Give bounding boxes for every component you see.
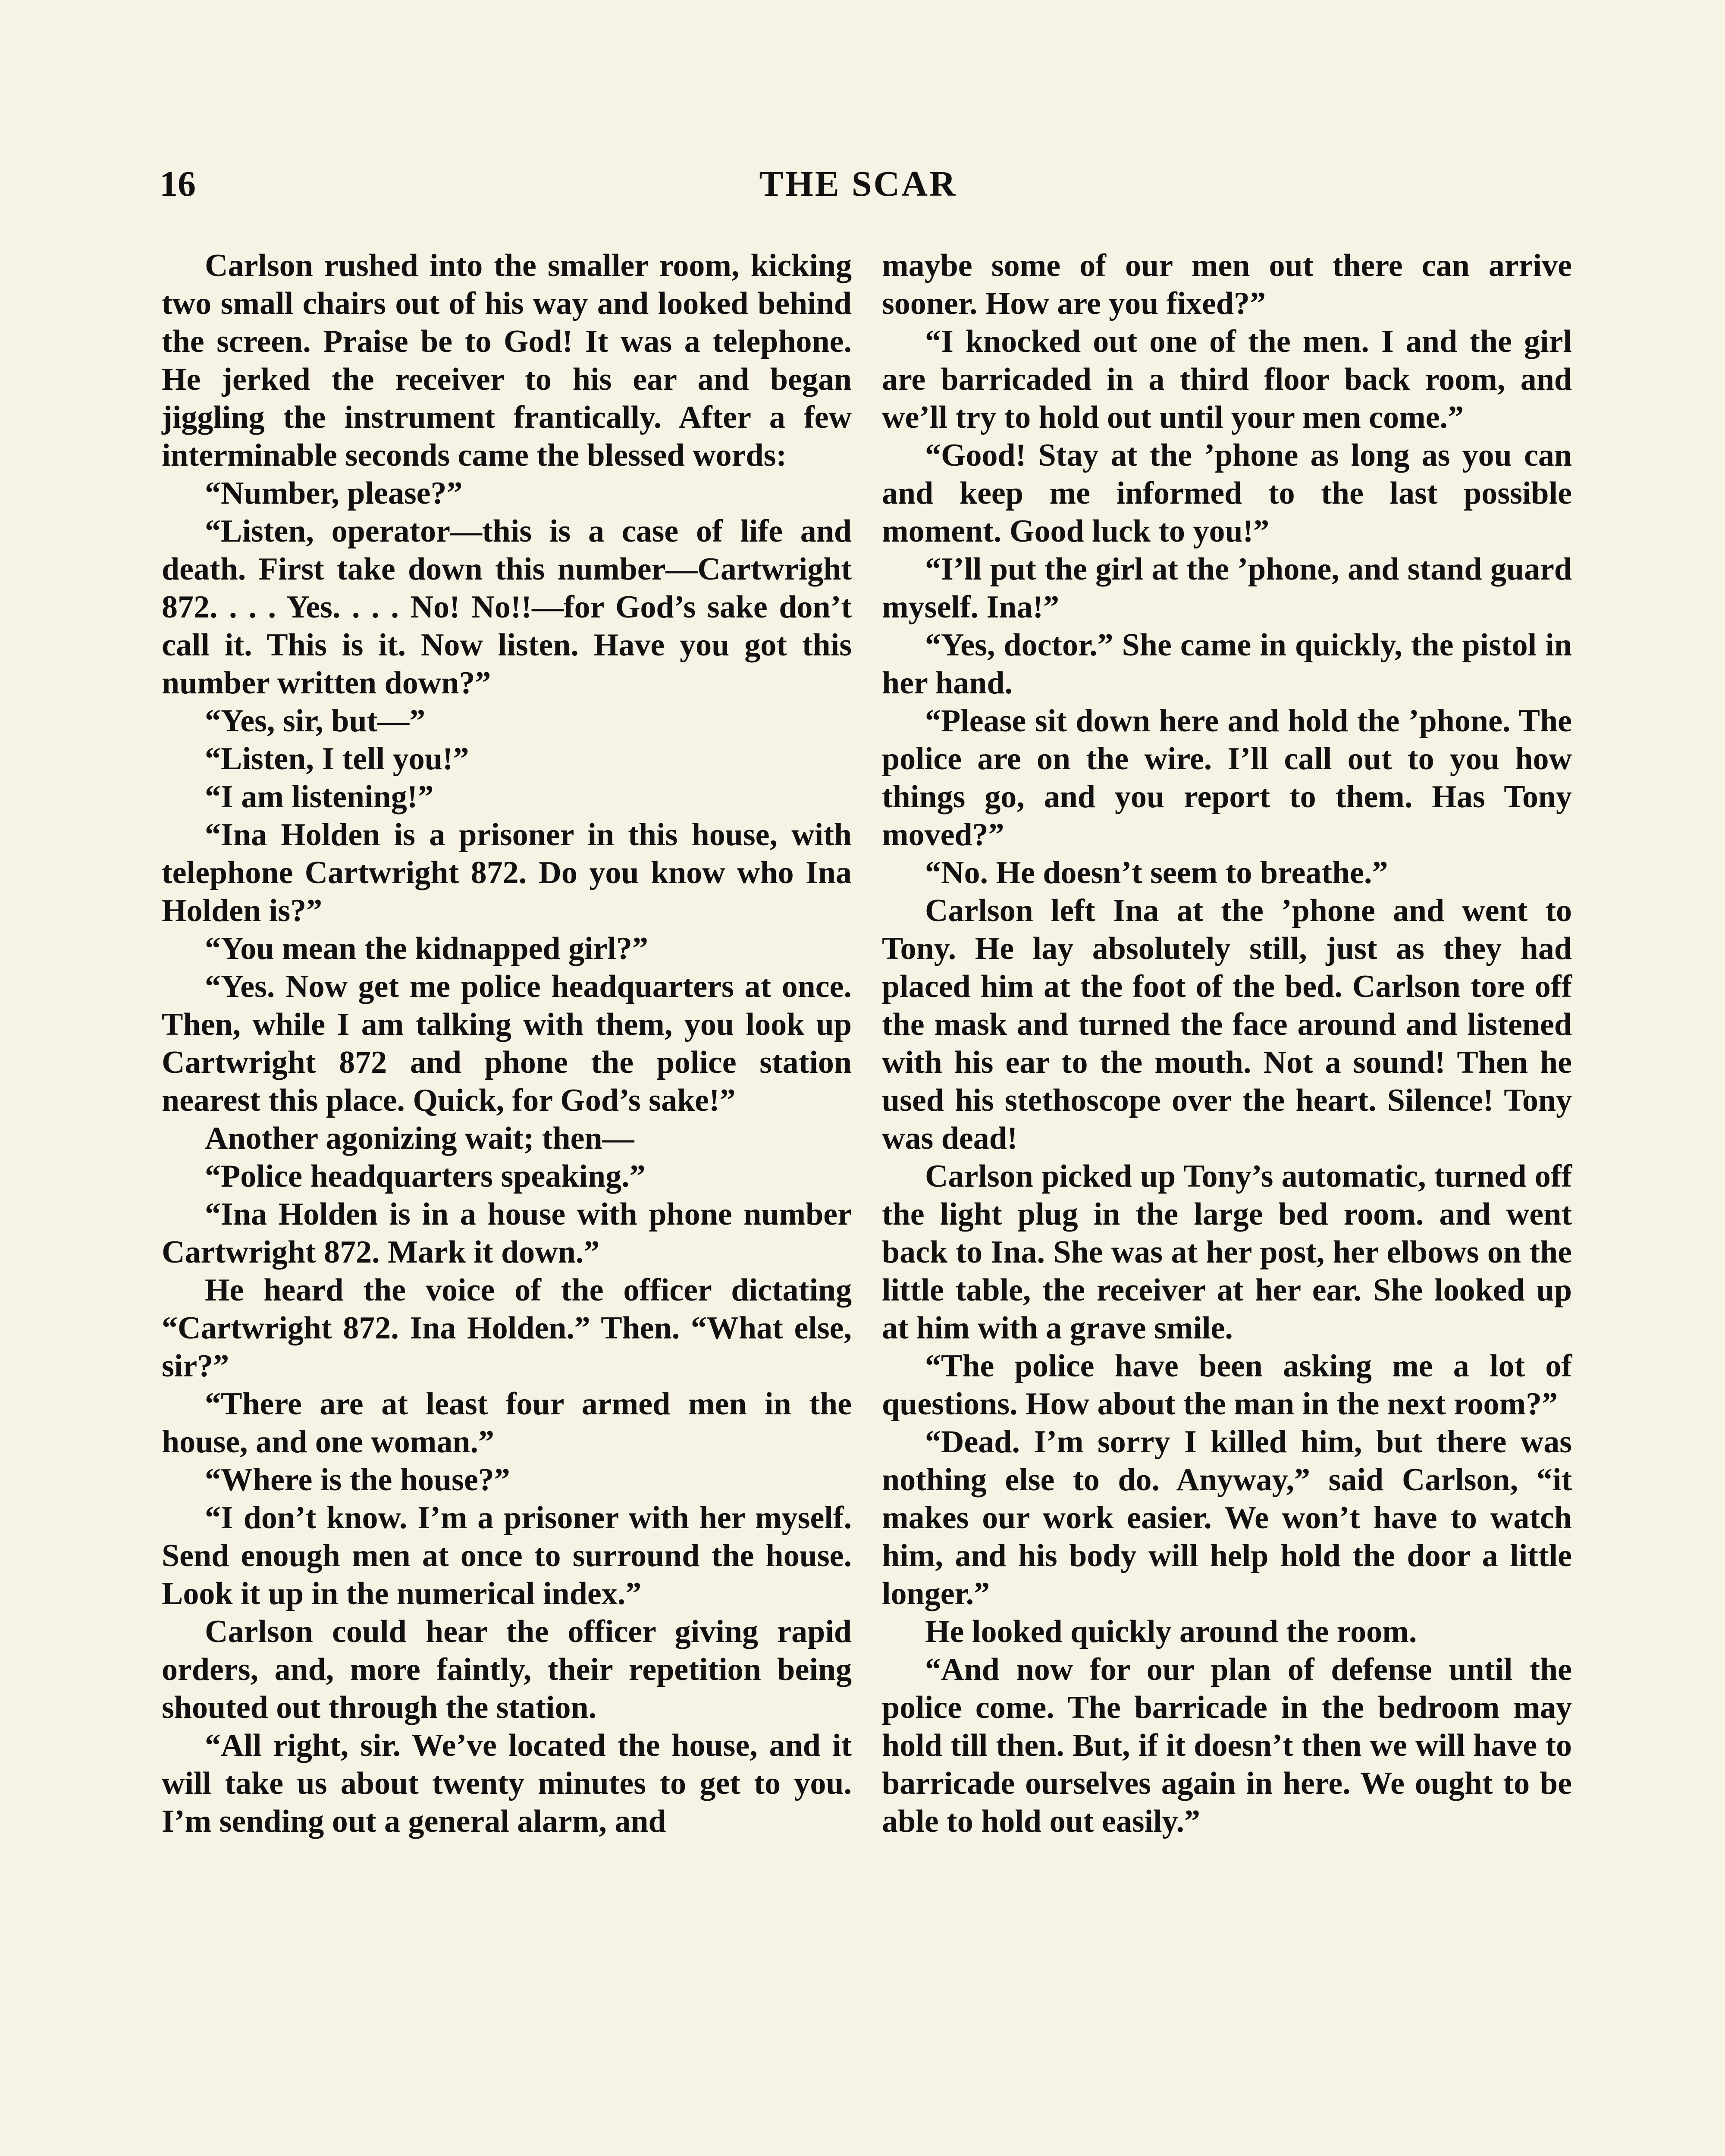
paragraph: “All right, sir. We’ve located the house, and it will take us about twenty minutes to get to you. I’m sending out a general alarm, and — [162, 1728, 852, 1839]
paragraph: Carlson left Ina at the ’phone and went to Tony. He lay absolutely still, just as they had placed him at the foot of the bed. Carlson tore off the mask and turned the face around and listened with his ear to the mouth. Not a sound! Then he used his stethoscope over the heart. Silence! Tony was dead! — [882, 893, 1572, 1156]
paragraph: “I don’t know. I’m a prisoner with her myself. Send enough men at once to surround the house. Look it up in the numerical index.” — [162, 1500, 852, 1611]
paragraph: Carlson rushed into the smaller room, kicking two small chairs out of his way and looked behind the screen. Praise be to God! It was a telephone. He jerked the receiver to his ear and began jiggling the instrument frantically. After a few interminable seconds came the blessed words: — [162, 248, 852, 473]
paragraph: “Yes, doctor.” She came in quickly, the pistol in her hand. — [882, 627, 1572, 701]
running-title: THE SCAR — [759, 164, 957, 204]
paragraph: “Number, please?” — [205, 476, 463, 511]
page-number: 16 — [160, 164, 196, 204]
paragraph: “Ina Holden is a prisoner in this house, with telephone Cartwright 872. Do you know who Ina Holden is?” — [162, 817, 852, 928]
paragraph: “Yes, sir, but—” — [205, 703, 426, 739]
paragraph: “Ina Holden is in a house with phone number Cartwright 872. Mark it down.” — [162, 1197, 852, 1270]
paragraph: “No. He doesn’t seem to breathe.” — [925, 855, 1388, 890]
page-header — [160, 160, 1557, 208]
paragraph: He heard the voice of the officer dictating “Cartwright 872. Ina Holden.” Then. “What else, sir?” — [162, 1272, 852, 1384]
left-text-column — [162, 247, 852, 1840]
paragraph: “Dead. I’m sorry I killed him, but there was nothing else to do. Anyway,” said Carlson, “it makes our work easier. We won’t have to watch him, and his body will help hold the door a little longer.” — [882, 1424, 1572, 1611]
paragraph: “You mean the kidnapped girl?” — [205, 931, 648, 966]
paragraph: Another agonizing wait; then— — [205, 1121, 634, 1156]
paragraph: He looked quickly around the room. — [925, 1614, 1417, 1649]
paragraph: Carlson picked up Tony’s automatic, turned off the light plug in the large bed room. and went back to Ina. She was at her post, her elbows on the little table, the receiver at her ear. She looked up at him with a grave smile. — [882, 1159, 1572, 1346]
paragraph: “The police have been asking me a lot of questions. How about the man in the next room?” — [882, 1348, 1572, 1422]
paragraph: maybe some of our men out there can arrive sooner. How are you fixed?” — [882, 248, 1572, 321]
paragraph: “Police headquarters speaking.” — [205, 1159, 646, 1194]
paragraph: “I’ll put the girl at the ’phone, and stand guard myself. Ina!” — [882, 552, 1572, 625]
paragraph: “There are at least four armed men in the house, and one woman.” — [162, 1386, 852, 1460]
paragraph: “Listen, operator—this is a case of life and death. First take down this number—Cartwright 872. . . . Yes. . . . No! No!!—for God’s sake don’t call it. This is it. Now listen. Have you got this number written down?” — [162, 514, 852, 701]
right-text-column — [882, 247, 1572, 1840]
paragraph: “Yes. Now get me police headquarters at once. Then, while I am talking with them, you look up Cartwright 872 and phone the police station nearest this place. Quick, for God’s sake!” — [162, 969, 852, 1118]
paragraph: Carlson could hear the officer giving rapid orders, and, more faintly, their repetition being shouted out through the station. — [162, 1614, 852, 1725]
paragraph: “Please sit down here and hold the ’phone. The police are on the wire. I’ll call out to you how things go, and you report to them. Has Tony moved?” — [882, 703, 1572, 852]
paragraph: “Where is the house?” — [205, 1462, 510, 1498]
paragraph: “And now for our plan of defense until the police come. The barricade in the bedroom may hold till then. But, if it doesn’t then we will have to barricade ourselves again in here. We ought to be able to hold out easily.” — [882, 1652, 1572, 1839]
paragraph: “Listen, I tell you!” — [205, 741, 469, 777]
paragraph: “I knocked out one of the men. I and the girl are barricaded in a third floor back room, and we’ll try to hold out until your men come.” — [882, 324, 1572, 435]
paragraph: “Good! Stay at the ’phone as long as you can and keep me informed to the last possible moment. Good luck to you!” — [882, 438, 1572, 549]
paragraph: “I am listening!” — [205, 779, 434, 815]
